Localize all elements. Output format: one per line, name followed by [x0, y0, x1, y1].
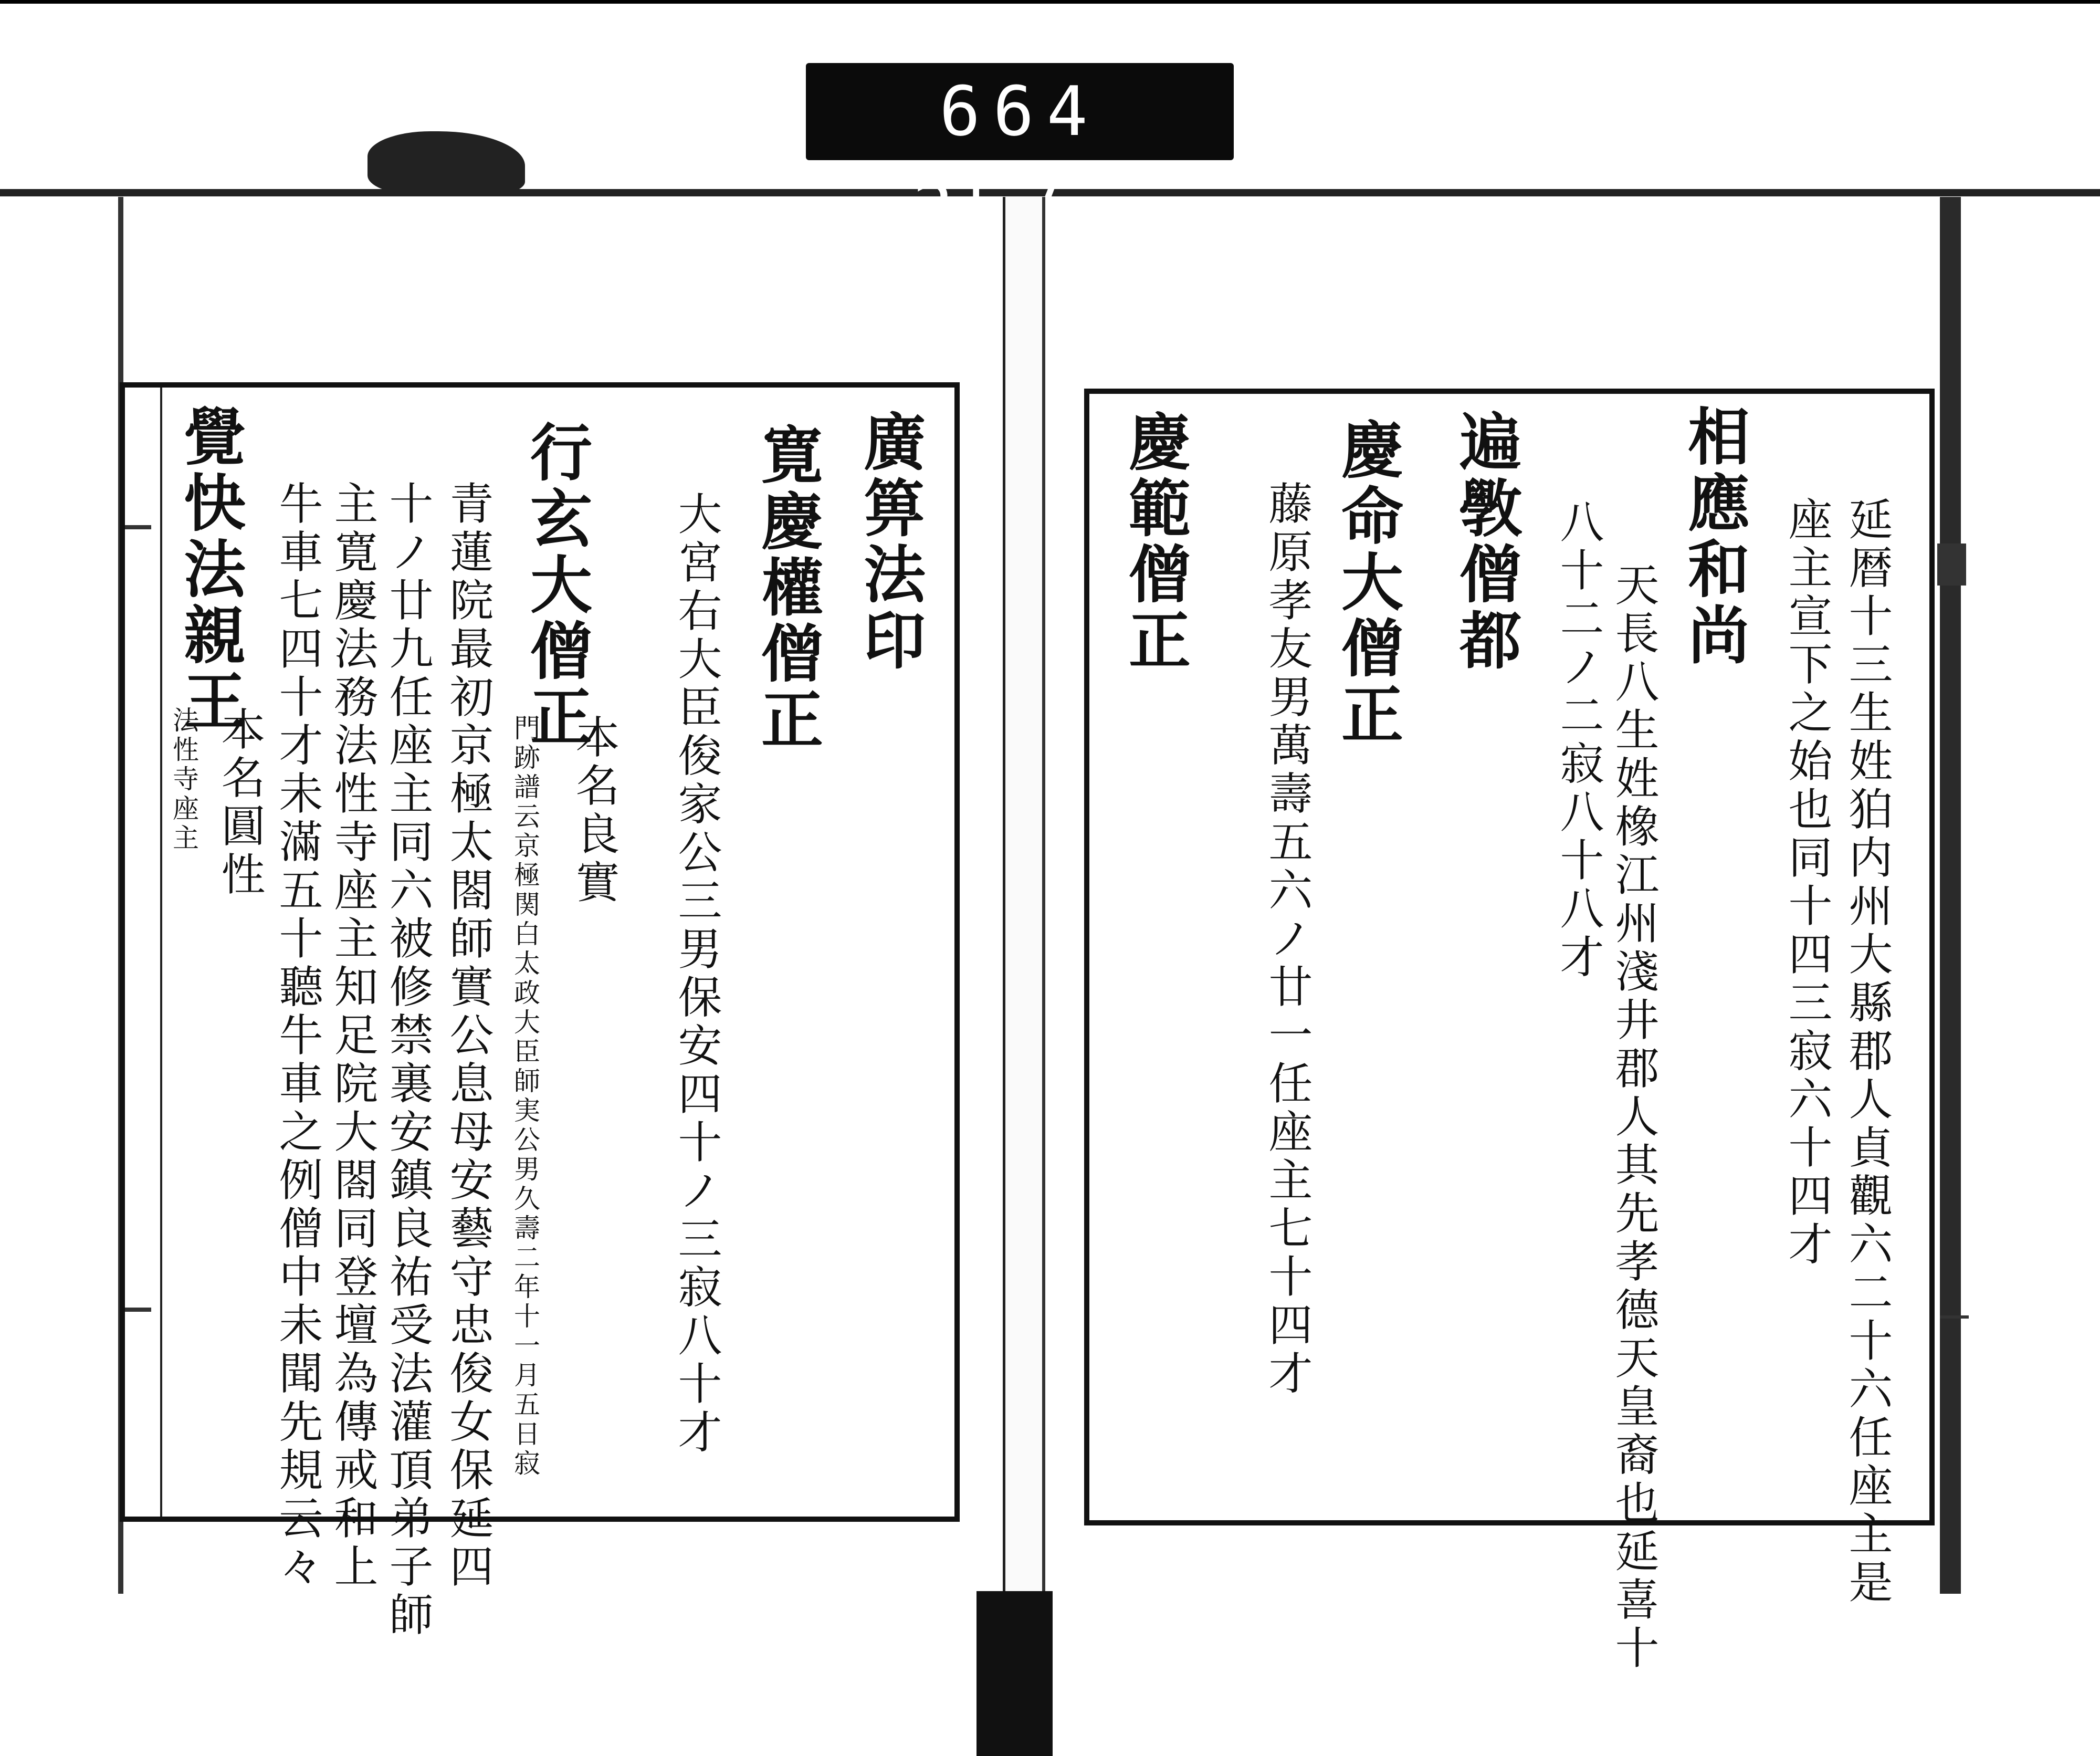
entry-text: 藤原孝友男萬壽五六ノ廿一任座主七十四才 — [1262, 480, 1313, 1398]
entry-text: 大宮右大臣俊家公三男保安四十ノ三寂八十才 — [671, 491, 722, 1457]
entry-text: 十ノ廿九任座主同六被修禁裏安鎮良祐受法灌頂弟子師 — [382, 480, 434, 1640]
edge-mark — [1940, 1315, 1969, 1319]
top-rule — [0, 0, 2100, 4]
entry-text: 青蓮院最初京極太閤師實公息母安藝守忠俊女保延四 — [443, 480, 494, 1592]
entry-text: 本名良實 — [569, 714, 620, 907]
entry-text: 座主宣下之始也同十四三寂六十四才 — [1781, 496, 1833, 1269]
scan-stain — [368, 131, 525, 194]
entry-title: 寛慶權僧正 — [751, 423, 824, 754]
entry-text: 牛車七四十才未滿五十聽牛車之例僧中未聞先規云々 — [272, 480, 323, 1592]
entry-note: 法性寺座主 — [169, 706, 199, 853]
entry-text: 本名圓性 — [214, 706, 266, 900]
entry-title: 慶範僧正 — [1118, 410, 1191, 674]
entry-note: 門跡譜云京極関白太政大臣師実公男久壽二年十一月五日寂 — [510, 714, 540, 1479]
left-inner-rule — [160, 388, 162, 1517]
entry-title: 行玄大僧正 — [520, 420, 593, 751]
entry-title: 覺快法親王 — [173, 404, 246, 735]
binding-tab — [976, 1591, 1053, 1756]
entry-text: 主寛慶法務法性寺座主知足院大閤同登壇為傳戒和上 — [327, 480, 379, 1592]
entry-title: 相應和尚 — [1677, 404, 1750, 669]
book-gutter — [1003, 197, 1045, 1594]
entry-text: 八十二ノ二寂八十八才 — [1553, 499, 1604, 982]
entry-text: 天長八生姓橡江州淺井郡人其先孝德天皇裔也延喜十 — [1608, 562, 1660, 1673]
entry-title: 廣箅法印 — [853, 410, 926, 674]
entry-title: 遍斆僧都 — [1449, 410, 1522, 674]
entry-text: 延暦十三生姓狛内州大縣郡人貞觀六二十六任座主是 — [1842, 496, 1893, 1607]
entry-title: 慶命大僧正 — [1331, 417, 1404, 748]
film-frame-label: 664 — [806, 63, 1234, 160]
edge-mark — [1937, 543, 1966, 586]
